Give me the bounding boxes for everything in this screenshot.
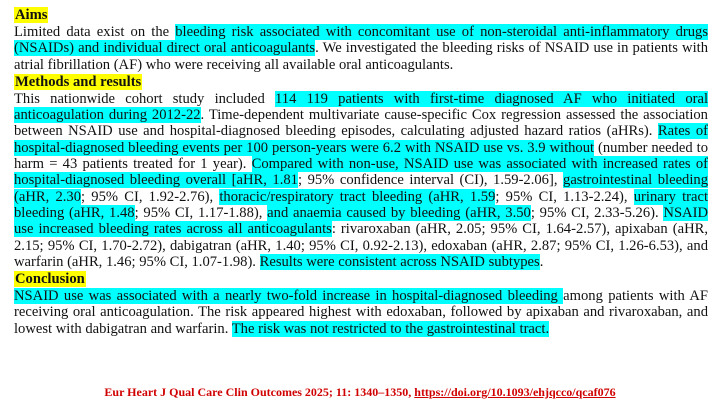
body-text: : rivaroxaban (aHR, 2.05; 95% CI, 1.64-2.57), apixaban (aHR, 2.15; 95% CI, 1.70-2.72), dabigatran (aHR, 1.40; 95% CI, 0.92-2.13), edoxaban (aHR, 2.87; 95% CI, 1.26-6.53), and warfarin (aHR, 1.46; 95% CI, 1.07-1.98).: [14, 221, 708, 270]
highlighted-text: bleeding risk associated with concomitant use of non-steroidal anti-inflammatory drugs (NSAIDs) and individual direct oral anticoagulants: [14, 24, 708, 57]
section-body-aims: [14, 24, 708, 73]
section-heading-conclusion: Conclusion: [15, 271, 85, 288]
highlighted-text: The risk was not restricted to the gastrointestinal tract.: [231, 320, 550, 337]
highlighted-text: Compared with non-use, NSAID use was associated with increased rates of hospital-diagnosed bleeding overall [aHR, 1.81: [14, 156, 708, 189]
section-heading-methods-results: Methods and results: [15, 73, 142, 90]
body-text: ; 95% confidence interval (CI), 1.59-2.06],: [297, 172, 564, 189]
body-text: . We investigated the bleeding risks of NSAID use in patients with atrial fibrillation (AF) who were receiving all available oral anticoagulants.: [14, 40, 708, 73]
body-text: Limited data exist on the: [14, 24, 176, 40]
section-aims: [14, 6, 708, 73]
highlighted-text: and anaemia caused by bleeding (aHR, 3.50: [267, 204, 531, 221]
section-conclusion: [14, 270, 708, 337]
highlighted-text: Results were consistent across NSAID subtypes: [259, 253, 540, 270]
section-methods-results: [14, 73, 708, 270]
body-text: This nationwide cohort study included: [14, 90, 276, 107]
highlighted-text: 114 119 patients with first-time diagnosed AF who initiated oral anticoagulation during 2012-22: [14, 90, 709, 124]
highlighted-text: thoracic/respiratory tract bleeding (aHR, 1.59: [219, 188, 496, 205]
citation-line: [0, 385, 720, 399]
section-body-conclusion: [14, 288, 708, 337]
body-text: (number needed to harm = 43 patients treated for 1 year).: [14, 139, 708, 173]
citation-doi-link[interactable]: https://doi.org/10.1093/ehjqcco/qcaf076: [414, 385, 616, 399]
section-heading-aims: Aims: [15, 7, 48, 23]
highlighted-text: NSAID use was associated with a nearly two-fold increase in hospital-diagnosed bleeding: [14, 288, 564, 305]
highlighted-text: urinary tract bleeding (aHR, 1.48: [14, 188, 709, 221]
body-text: ; 95% CI, 1.17-1.88),: [134, 204, 268, 221]
body-text: ; 95% CI, 2.33-5.26).: [530, 204, 664, 221]
body-text: . Time-dependent multivariate cause-specific Cox regression assessed the association between NSAID use and hospital-diagnosed bleeding episodes, calculating adjusted hazard ratios (aHRs).: [14, 107, 708, 140]
highlighted-text: Rates of hospital-diagnosed bleeding events per 100 person-years were 6.2 with NSAID use vs. 3.9 without: [14, 123, 709, 156]
body-text: .: [539, 253, 544, 270]
citation-journal: Eur Heart J Qual Care Clin Outcomes 2025; 11: 1340–1350,: [104, 385, 415, 399]
section-body-methods-results: [14, 91, 708, 270]
highlighted-text: gastrointestinal bleeding (aHR, 2.30: [14, 172, 708, 205]
body-text: ; 95% CI, 1.92-2.76),: [81, 188, 220, 205]
body-text: among patients with AF receiving oral anticoagulation. The risk appeared highest with edoxaban, followed by apixaban and rivaroxaban, and lowest with dabigatran and warfarin.: [14, 288, 708, 337]
body-text: ; 95% CI, 1.13-2.24),: [495, 188, 634, 205]
highlighted-text: NSAID use increased bleeding rates across all anticoagulants: [14, 204, 708, 238]
